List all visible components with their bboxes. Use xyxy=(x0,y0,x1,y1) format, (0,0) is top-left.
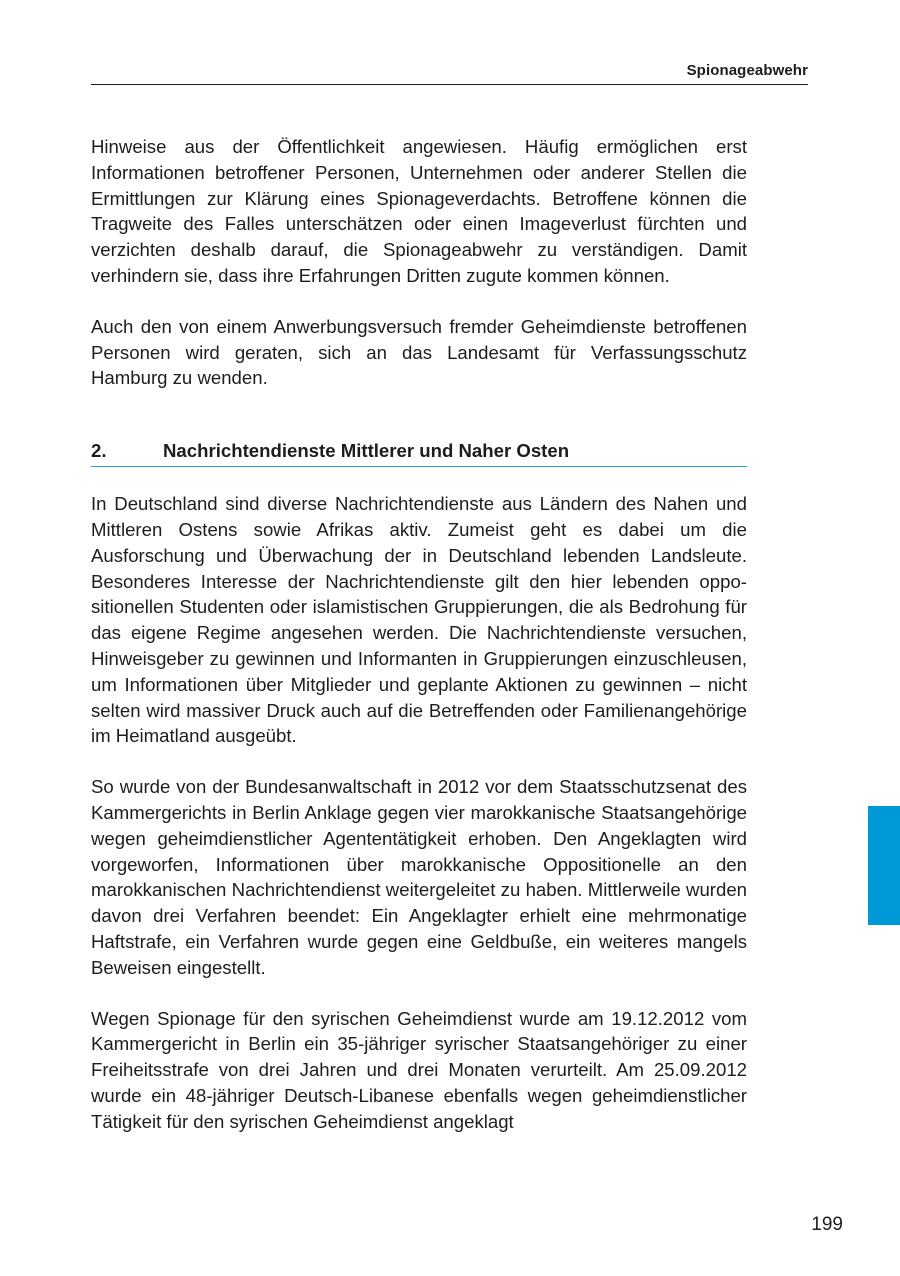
section-heading xyxy=(91,439,747,467)
running-header-title: Spionageabwehr xyxy=(686,62,808,79)
page-number: 199 xyxy=(811,1214,843,1235)
section-number: 2. xyxy=(91,440,107,462)
page-body xyxy=(91,134,747,1160)
chapter-tab-marker xyxy=(868,806,900,925)
body-paragraph: Hinweise aus der Öffentlichkeit angewiesen. Häufig ermöglichen erst Informationen betroffener Personen, Unternehmen oder anderer Stellen die Ermittlungen zur Klärung eines Spionageverdachts. Betroffene können die Tragweite des Falles unterschätzen oder einen Imageverlust fürchten und verzichten deshalb darauf, die Spionageabwehr zu verständigen. Damit verhindern sie, dass ihre Erfahrungen Dritten zugute kommen können. xyxy=(91,136,747,286)
body-paragraph: Auch den von einem Anwerbungsversuch fremder Geheimdienste betroffenen Personen wird geraten, sich an das Landesamt für Verfassungsschutz Hamburg zu wenden. xyxy=(91,315,747,389)
running-header xyxy=(91,62,808,85)
body-paragraph: So wurde von der Bundesanwaltschaft in 2012 vor dem Staatsschutzsenat des Kammergerichts in Berlin Anklage gegen vier marokkanische Staatsangehörige wegen geheimdienstlicher Agententätigkeit erhoben. Den Angeklagten wird vorgeworfen, Informationen über marokkanische Oppositionelle an den marokkanischen Nachrichtendienst weitergeleitet zu haben. Mittlerweile wurden davon drei Verfahren beendet: Ein Angeklagter erhielt eine mehrmonatige Haftstrafe, ein Verfahren wurde gegen eine Geldbuße, ein weiteres mangels Beweisen eingestellt. xyxy=(91,776,747,978)
section-title: Nachrichtendienste Mittlerer und Naher Osten xyxy=(163,440,570,462)
body-paragraph: Wegen Spionage für den syrischen Geheimdienst wurde am 19.12.2012 vom Kammergericht in Berlin ein 35-jähriger syrischer Staatsangehöriger zu einer Freiheitsstrafe von drei Jahren und drei Monaten verurteilt. Am 25.09.2012 wurde ein 48-jähriger Deutsch-Libanese ebenfalls wegen geheimdienstlicher Tätigkeit für den syrischen Geheimdienst angeklagt xyxy=(91,1007,747,1132)
body-paragraph: In Deutschland sind diverse Nachrichtendienste aus Ländern des Nahen und Mittleren Ostens sowie Afrikas aktiv. Zumeist geht es dabei um die Ausforschung und Überwachung der in Deutschland lebenden Landsleute. Besonderes Interesse der Nachrichtendienste gilt den hier lebenden oppositionellen Studenten oder islamistischen Gruppierungen, die als Bedrohung für das eigene Regime angesehen werden. Die Nachrichtendienste versuchen, Hinweisgeber zu gewinnen und Informanten in Gruppierungen einzuschleusen, um Informationen über Mitglieder und geplante Aktionen zu gewinnen – nicht selten wird massiver Druck auch auf die Betreffenden oder Familienangehörige im Heimatland ausgeübt. xyxy=(91,493,747,747)
